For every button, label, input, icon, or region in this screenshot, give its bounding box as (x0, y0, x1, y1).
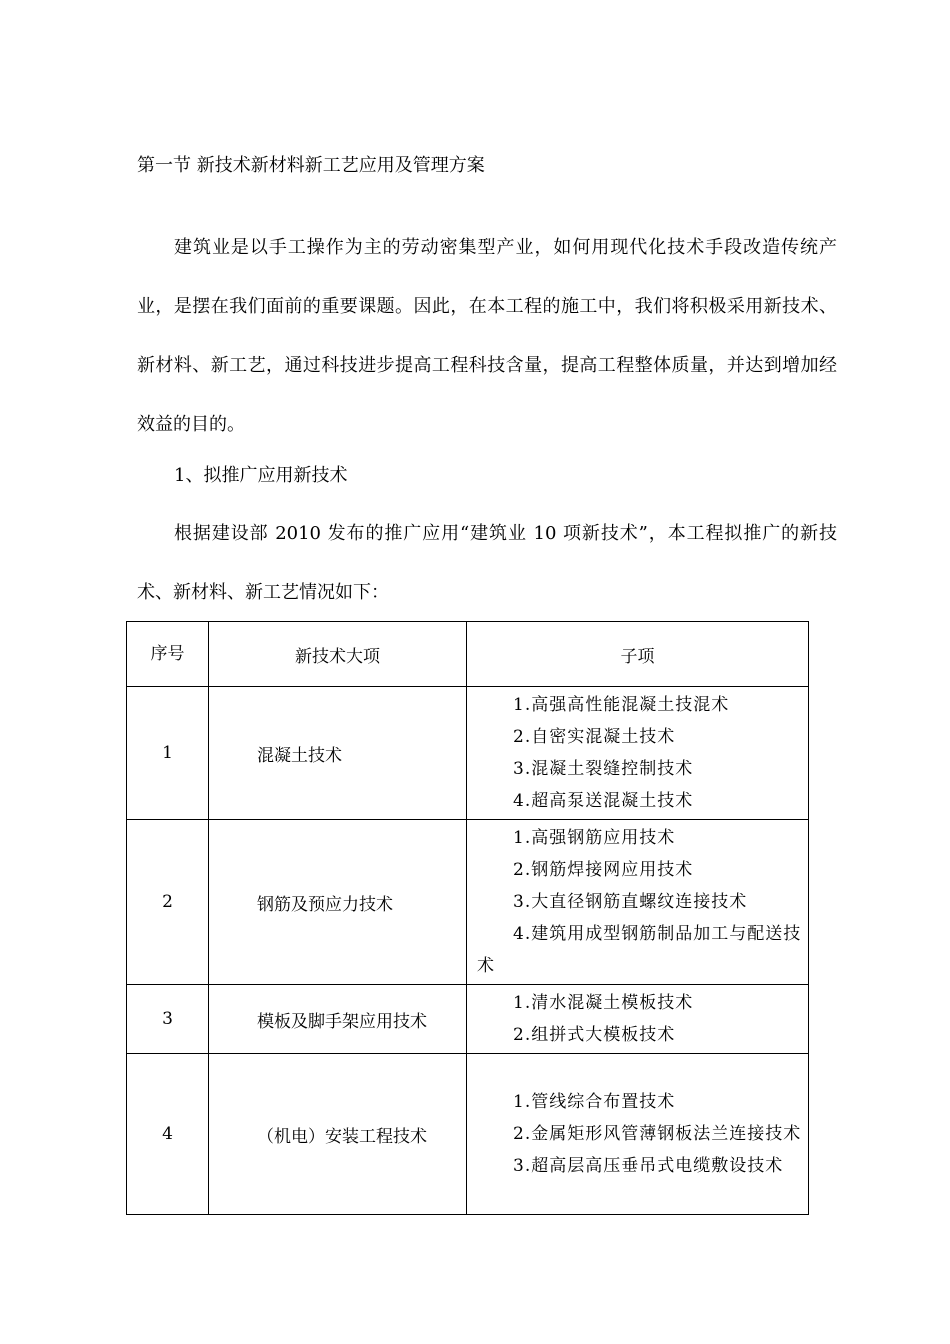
row-sub-items (467, 820, 809, 985)
row-main-technology: 钢筋及预应力技术 (209, 820, 467, 985)
header-serial-number: 序号 (127, 622, 209, 687)
sub-item: 3.超高层高压垂吊式电缆敷设技术 (513, 1156, 784, 1176)
row-number: 4 (127, 1054, 209, 1215)
table-intro-paragraph: 根据建设部 2010 发布的推广应用“建筑业 10 项新技术”，本工程拟推广的新技术、新材料、新工艺情况如下： (137, 523, 837, 603)
sub-item: 1.管线综合布置技术 (513, 1092, 676, 1112)
sub-item: 3.大直径钢筋直螺纹连接技术 (513, 892, 748, 912)
sub-item: 4.建筑用成型钢筋制品加工与配送技术 (477, 924, 802, 976)
table-row (127, 820, 809, 985)
row-number: 2 (127, 820, 209, 985)
row-sub-items (467, 1054, 809, 1215)
sub-item: 1.清水混凝土模板技术 (513, 993, 694, 1013)
table-header-row (127, 622, 809, 687)
row-sub-items (467, 985, 809, 1054)
row-number: 1 (127, 687, 209, 820)
sub-item: 3.混凝土裂缝控制技术 (513, 759, 694, 779)
row-main-technology: 模板及脚手架应用技术 (209, 985, 467, 1054)
intro-paragraph: 建筑业是以手工操作为主的劳动密集型产业，如何用现代化技术手段改造传统产业，是摆在我们面前的重要课题。因此，在本工程的施工中，我们将积极采用新技术、新材料、新工艺，通过科技进步提高工程科技含量，提高工程整体质量，并达到增加经效益的目的。 (137, 237, 837, 435)
sub-item: 4.超高泵送混凝土技术 (513, 791, 694, 811)
sub-item: 2.钢筋焊接网应用技术 (513, 860, 694, 880)
table-row (127, 985, 809, 1054)
row-main-technology: 混凝土技术 (209, 687, 467, 820)
subsection-heading: 1、拟推广应用新技术 (174, 465, 348, 486)
table-row (127, 1054, 809, 1215)
header-sub-items: 子项 (467, 622, 809, 687)
sub-item: 1.高强钢筋应用技术 (513, 828, 676, 848)
sub-item: 1.高强高性能混凝土技混术 (513, 695, 730, 715)
sub-item: 2.组拼式大模板技术 (513, 1025, 676, 1045)
sub-item: 2.自密实混凝土技术 (513, 727, 676, 747)
sub-item: 2.金属矩形风管薄钢板法兰连接技术 (513, 1124, 802, 1144)
new-technology-table (126, 621, 809, 1215)
table-row (127, 687, 809, 820)
row-sub-items (467, 687, 809, 820)
header-main-technology: 新技术大项 (209, 622, 467, 687)
row-main-technology: （机电）安装工程技术 (209, 1054, 467, 1215)
row-number: 3 (127, 985, 209, 1054)
section-title: 第一节 新技术新材料新工艺应用及管理方案 (137, 155, 485, 176)
